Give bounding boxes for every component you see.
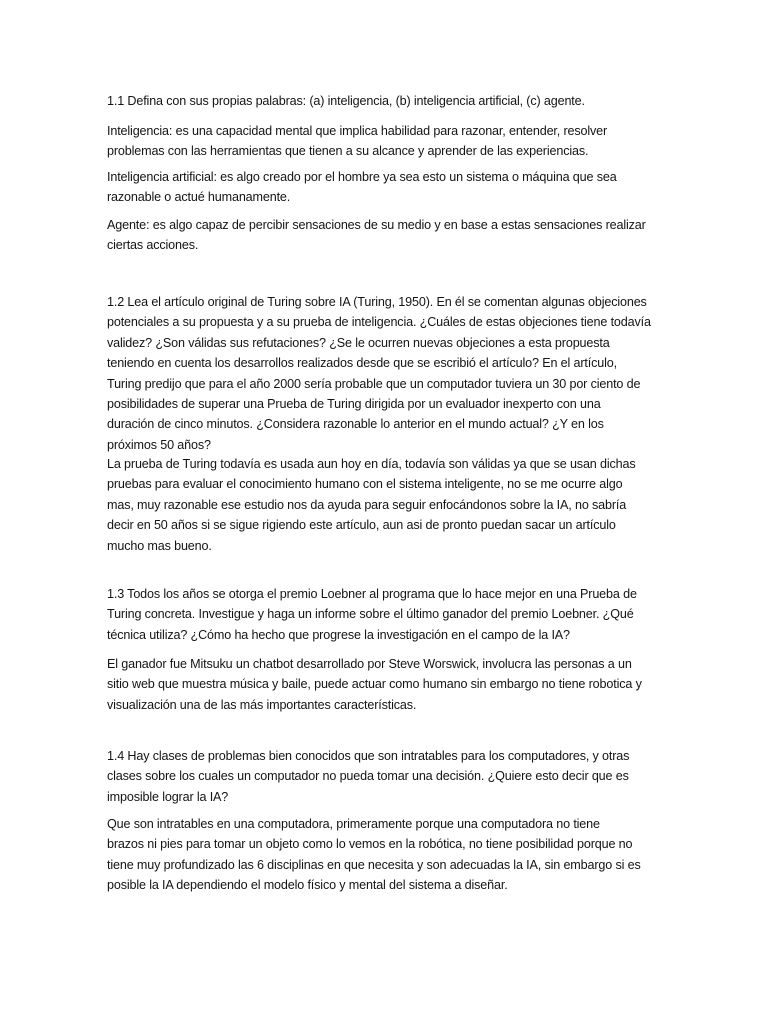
answer-1-1-intelligence: Inteligencia: es una capacidad mental que implica habilidad para razonar, entender, resolver problemas con las herramientas que tienen a su alcance y aprender de las experiencias. [107,124,608,159]
question-1-1: 1.1 Defina con sus propias palabras: (a) inteligencia, (b) inteligencia artificial, (c) agente. [107,94,585,108]
answer-1-1-artificial-intelligence: Inteligencia artificial: es algo creado por el hombre ya sea esto un sistema o máquina que sea razonable o actué humanamente. [107,170,617,205]
answer-1-2: La prueba de Turing todavía es usada aun hoy en día, todavía son válidas ya que se usan dichas pruebas para evaluar el conocimiento humano con el sistema inteligente, no se me ocurre algo mas, muy razonable ese estudio nos da ayuda para seguir enfocándonos sobre la IA, no sabría decir en 50 años si se sigue rigiendo este artículo, aun asi de pronto puedan sacar un artículo mucho mas bueno. [107,457,636,553]
answer-1-1-agent: Agente: es algo capaz de percibir sensaciones de su medio y en base a estas sensaciones realizar ciertas acciones. [107,218,646,253]
question-1-2: 1.2 Lea el artículo original de Turing sobre IA (Turing, 1950). En él se comentan algunas objeciones potenciales a su propuesta y a su prueba de inteligencia. ¿Cuáles de estas objeciones tiene todavía validez? ¿Son válidas sus refutaciones? ¿Se le ocurren nuevas objeciones a esta propuesta teniendo en cuenta los desarrollos realizados desde que se escribió el artículo? En el artículo, Turing predijo que para el año 2000 sería probable que un computador tuviera un 30 por ciento de posibilidades de superar una Prueba de Turing dirigida por un evaluador inexperto con una duración de cinco minutos. ¿Considera razonable lo anterior en el mundo actual? ¿Y en los próximos 50 años? [107,295,651,452]
question-1-4: 1.4 Hay clases de problemas bien conocidos que son intratables para los computadores, y otras clases sobre los cuales un computador no pueda tomar una decisión. ¿Quiere esto decir que es imposible lograr la IA? [107,749,630,804]
answer-1-4: Que son intratables en una computadora, primeramente porque una computadora no tiene brazos ni pies para tomar un objeto como lo vemos en la robótica, no tiene posibilidad porque no tiene muy profundizado las 6 disciplinas en que necesita y son adecuadas la IA, sin embargo si es posible la IA dependiendo el modelo físico y mental del sistema a diseñar. [107,817,641,893]
answer-1-3: El ganador fue Mitsuku un chatbot desarrollado por Steve Worswick, involucra las personas a un sitio web que muestra música y baile, puede actuar como humano sin embargo no tiene robotica y visualización una de las más importantes características. [107,657,642,712]
question-1-3: 1.3 Todos los años se otorga el premio Loebner al programa que lo hace mejor en una Prueba de Turing concreta. Investigue y haga un informe sobre el último ganador del premio Loebner. ¿Qué técnica utiliza? ¿Cómo ha hecho que progrese la investigación en el campo de la IA? [107,587,637,642]
